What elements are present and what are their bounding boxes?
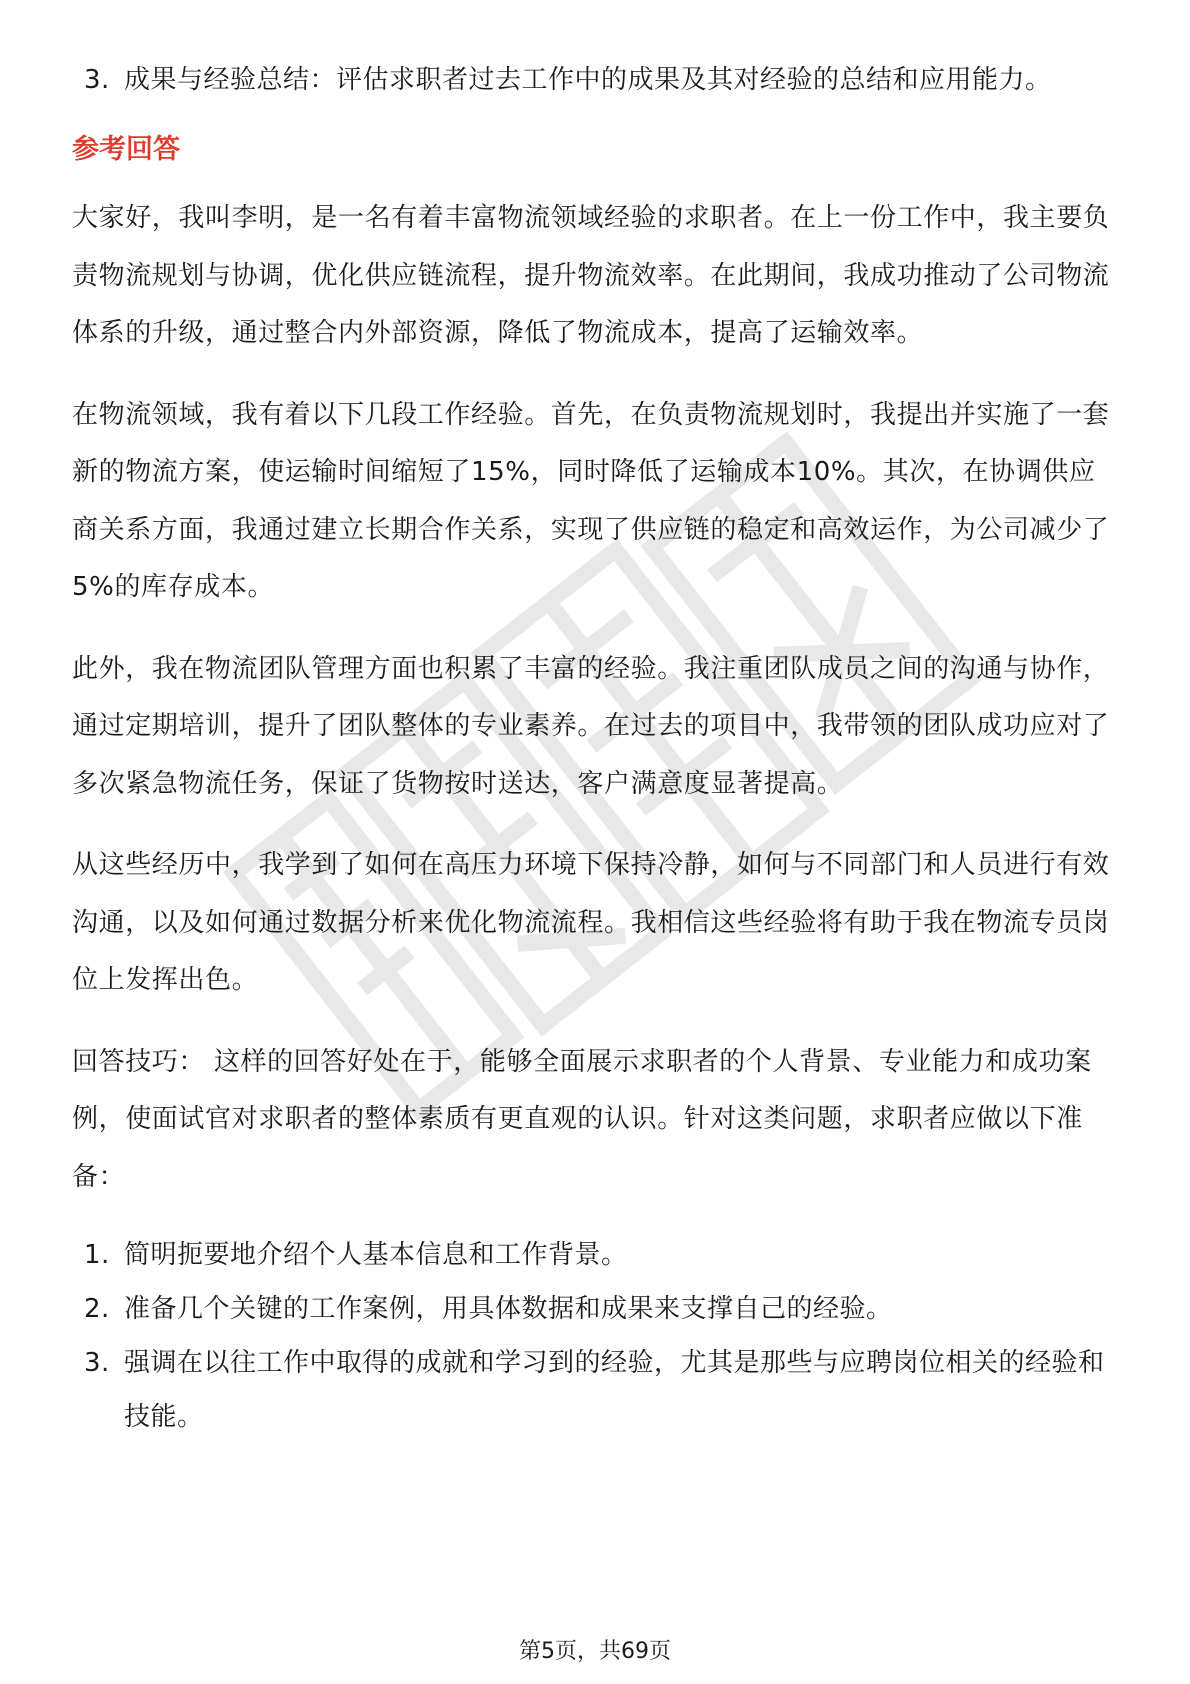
list-item: [72, 52, 1122, 109]
list-item: [72, 1228, 1122, 1282]
list-number: 3.: [84, 1348, 110, 1378]
list-text: 强调在以往工作中取得的成就和学习到的经验，尤其是那些与应聘岗位相关的经验和技能。: [124, 1348, 1105, 1432]
answer-paragraph-4: 从这些经历中，我学到了如何在高压力环境下保持冷静，如何与不同部门和人员进行有效沟通，以及如何通过数据分析来优化物流流程。我相信这些经验将有助于我在物流专员岗位上发挥出色。: [72, 850, 1110, 995]
preparation-list: [72, 1228, 1122, 1444]
answer-tips: 回答技巧： 这样的回答好处在于，能够全面展示求职者的个人背景、专业能力和成功案例，使面试官对求职者的整体素质有更直观的认识。针对这类问题，求职者应做以下准备：: [72, 1046, 1092, 1192]
list-item: [72, 1282, 1122, 1336]
answer-paragraph-3: 此外，我在物流团队管理方面也积累了丰富的经验。我注重团队成员之间的沟通与协作，通过定期培训，提升了团队整体的专业素养。在过去的项目中，我带领的团队成功应对了多次紧急物流任务，保证了货物按时送达，客户满意度显著提高。: [72, 653, 1110, 799]
section-heading: 参考回答: [72, 134, 180, 165]
answer-paragraph-1: 大家好，我叫李明，是一名有着丰富物流领域经验的求职者。在上一份工作中，我主要负责物流规划与协调，优化供应链流程，提升物流效率。在此期间，我成功推动了公司物流体系的升级，通过整合内外部资源，降低了物流成本，提高了运输效率。: [72, 203, 1110, 348]
list-number: 2.: [84, 1294, 110, 1324]
list-number: 3.: [84, 65, 110, 95]
answer-paragraph-2: 在物流领域，我有着以下几段工作经验。首先，在负责物流规划时，我提出并实施了一套新的物流方案，使运输时间缩短了15%，同时降低了运输成本10%。其次，在协调供应商关系方面，我通过建立长期合作关系，实现了供应链的稳定和高效运作，为公司减少了5%的库存成本。: [72, 399, 1110, 602]
list-text: 简明扼要地介绍个人基本信息和工作背景。: [124, 1240, 628, 1270]
page-footer: 第5页，共69页: [519, 1639, 671, 1664]
list-number: 1.: [84, 1240, 110, 1270]
list-text: 成果与经验总结：评估求职者过去工作中的成果及其对经验的总结和应用能力。: [124, 65, 1052, 95]
criteria-list: [72, 52, 1122, 109]
list-item: [72, 1336, 1122, 1444]
document-content: [72, 52, 1122, 1444]
list-text: 准备几个关键的工作案例，用具体数据和成果来支撑自己的经验。: [124, 1294, 893, 1324]
